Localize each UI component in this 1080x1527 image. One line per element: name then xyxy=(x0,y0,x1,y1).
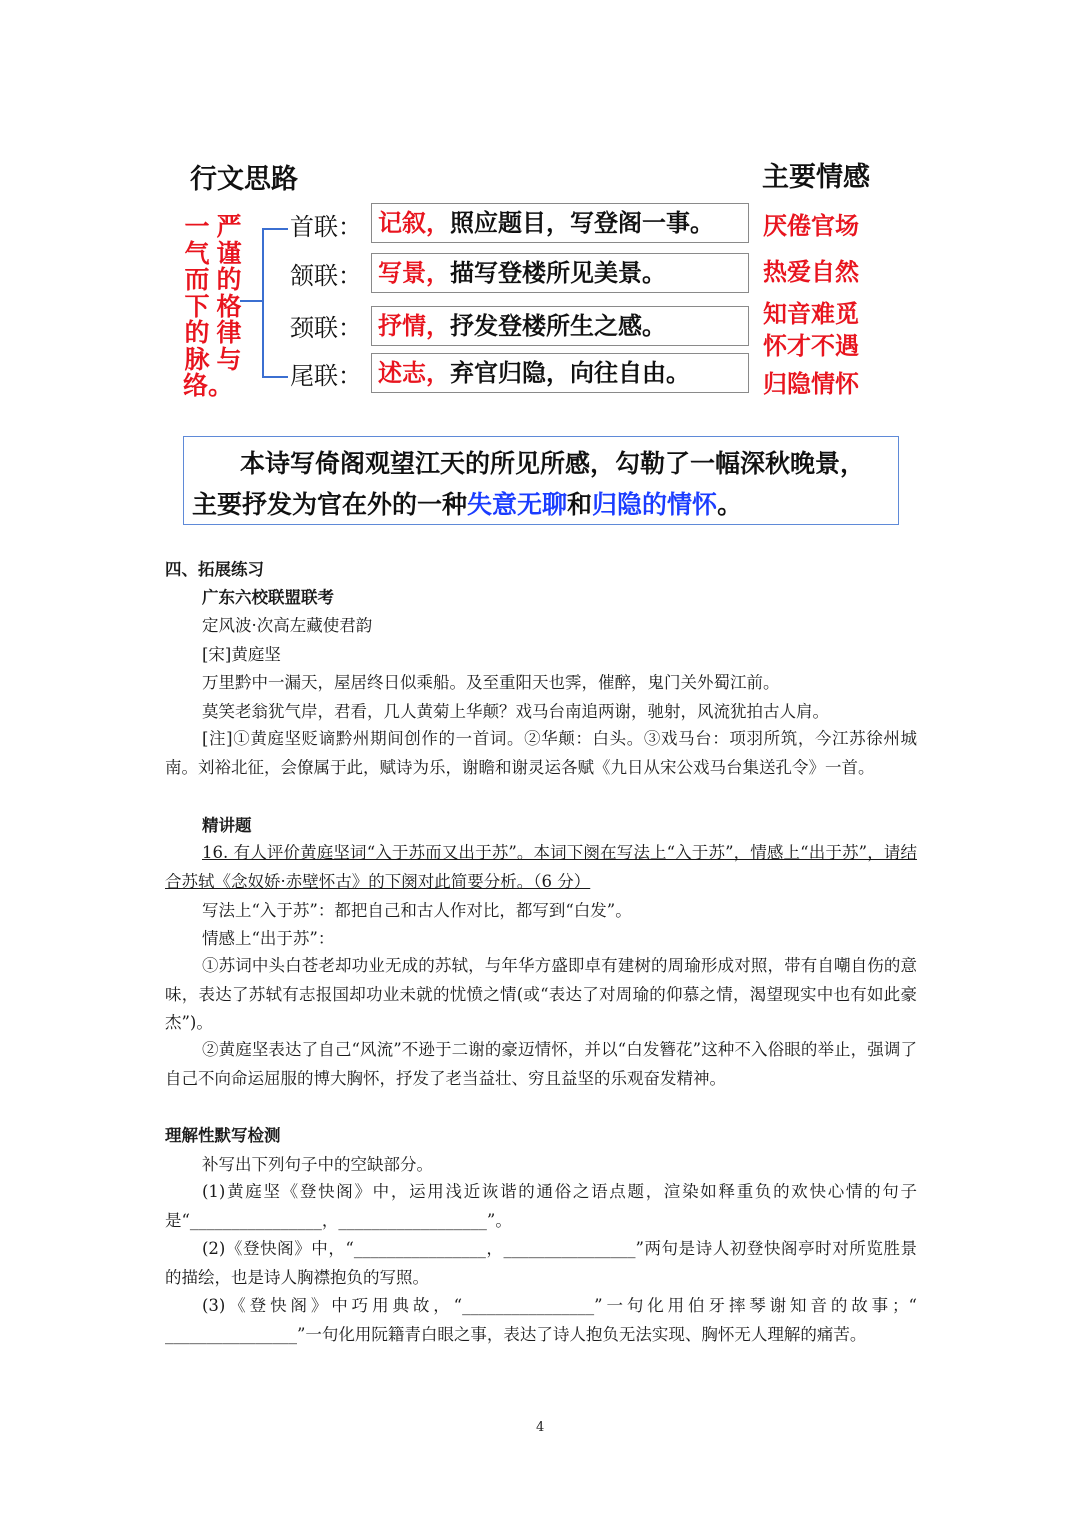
box-text: 弃官归隐，向往自由。 xyxy=(450,359,690,387)
content-box-jinglian xyxy=(371,306,749,346)
poem-note: [注]①黄庭坚贬谪黔州期间创作的一首词。②华颠：白头。③戏马台：项羽所筑，今江苏徐州城南。刘裕北征，会僚属于此，赋诗为乐，谢瞻和谢灵运各赋《九日从宋公戏马台集送孔令》一首。 xyxy=(165,729,917,777)
lecture-title: 精讲题 xyxy=(202,816,252,835)
question-16: 16. 有人评价黄庭坚词“入于苏而又出于苏”。本词下阕在写法上“入于苏”，情感上“出于苏”，请结合苏轼《念奴娇·赤壁怀古》的下阕对此简要分析。（6 分） xyxy=(165,843,917,891)
poem-author: [宋]黄庭坚 xyxy=(202,645,281,664)
summary-text: 。 xyxy=(717,490,743,519)
bracket-tick-4 xyxy=(262,376,288,378)
dictation-instruction: 补写出下列句子中的空缺部分。 xyxy=(202,1155,433,1174)
vertical-text-inner: 严谨的格律与 xyxy=(216,212,242,374)
box-text: 描写登楼所见美景。 xyxy=(450,259,666,287)
structure-bracket xyxy=(262,228,264,376)
box-lead: 记叙， xyxy=(378,209,450,237)
box-lead: 抒情， xyxy=(378,312,450,340)
emotion-jinglian-1: 知音难觅 xyxy=(763,300,859,328)
emotion-hanlian: 热爱自然 xyxy=(763,258,859,286)
emotion-jinglian-2: 怀才不遇 xyxy=(763,332,859,360)
dictation-q3: (3)《登快阁》中巧用典故，“________________”一句化用伯牙摔琴谢知音的故事；“ ________________”一句化用阮籍青白眼之事，表达了诗人抱负无法实现、胸怀无人理解的痛苦。 xyxy=(165,1296,917,1344)
box-text: 照应题目，写登阁一事。 xyxy=(450,209,714,237)
summary-line-2 xyxy=(192,484,898,525)
summary-text: 主要抒发为官在外的一种 xyxy=(192,490,468,519)
content-box-shoulian xyxy=(371,203,749,243)
diagram-heading-left: 行文思路 xyxy=(190,164,298,195)
poem-line-2: 莫笑老翁犹气岸，君看，几人黄菊上华颠？戏马台南追两谢，驰射，风流犹拍古人肩。 xyxy=(202,702,829,721)
answer-point-1: ①苏词中头白苍老却功业无成的苏轼，与年华方盛即卓有建树的周瑜形成对照，带有自嘲自伤的意味，表达了苏轼有志报国却功业未就的忧愤之情(或“表达了对周瑜的仰慕之情，渴望现实中也有如此豪杰”)。 xyxy=(165,956,917,1032)
page-number: 4 xyxy=(536,1420,545,1435)
lian-label-shoulian: 首联： xyxy=(290,213,362,241)
lian-label-weilian: 尾联： xyxy=(290,362,362,390)
bracket-tick-1 xyxy=(262,228,288,230)
summary-highlight-1: 失意无聊 xyxy=(467,490,568,519)
emotion-weilian: 归隐情怀 xyxy=(763,370,859,398)
summary-highlight-2: 归隐的情怀 xyxy=(592,490,718,519)
section-title: 四、拓展练习 xyxy=(165,560,264,579)
dictation-title: 理解性默写检测 xyxy=(165,1126,281,1145)
answer-emotion-head: 情感上“出于苏”： xyxy=(202,929,335,948)
box-lead: 述志， xyxy=(378,359,450,387)
box-text: 抒发登楼所生之感。 xyxy=(450,312,666,340)
answer-point-2: ②黄庭坚表达了自己“风流”不逊于二谢的豪迈情怀，并以“白发簪花”这种不入俗眼的举止，强调了自己不向命运屈服的博大胸怀，抒发了老当益壮、穷且益坚的乐观奋发精神。 xyxy=(165,1040,917,1088)
dictation-q2: (2)《登快阁》中，“________________，________________”两句是诗人初登快阁亭时对所览胜景的描绘，也是诗人胸襟抱负的写照。 xyxy=(165,1239,917,1287)
box-lead: 写景， xyxy=(378,259,450,287)
poem-title: 定风波·次高左藏使君韵 xyxy=(202,616,373,635)
summary-line-1: 本诗写倚阁观望江天的所见所感，勾勒了一幅深秋晚景， xyxy=(240,449,866,478)
content-box-weilian xyxy=(371,353,749,393)
dictation-q1: (1)黄庭坚《登快阁》中，运用浅近诙谐的通俗之语点题，渲染如释重负的欢快心情的句子是“________________，__________________”。 xyxy=(165,1182,917,1230)
diagram-heading-right: 主要情感 xyxy=(762,162,870,193)
content-box-hanlian xyxy=(371,253,749,293)
lian-label-jinglian: 颈联： xyxy=(290,314,362,342)
bracket-tick-mid xyxy=(240,300,262,302)
summary-box xyxy=(183,436,899,525)
vertical-text-outer: 一气而下的脉络。 xyxy=(183,212,234,400)
emotion-shoulian: 厌倦官场 xyxy=(763,212,859,240)
lian-label-hanlian: 颔联： xyxy=(290,262,362,290)
summary-text: 和 xyxy=(567,490,593,519)
poem-line-1: 万里黔中一漏天，屋居终日似乘船。及至重阳天也霁，催醉，鬼门关外蜀江前。 xyxy=(202,673,780,692)
answer-method: 写法上“入于苏”：都把自己和古人作对比，都写到“白发”。 xyxy=(202,901,632,920)
exam-source: 广东六校联盟联考 xyxy=(202,588,334,607)
